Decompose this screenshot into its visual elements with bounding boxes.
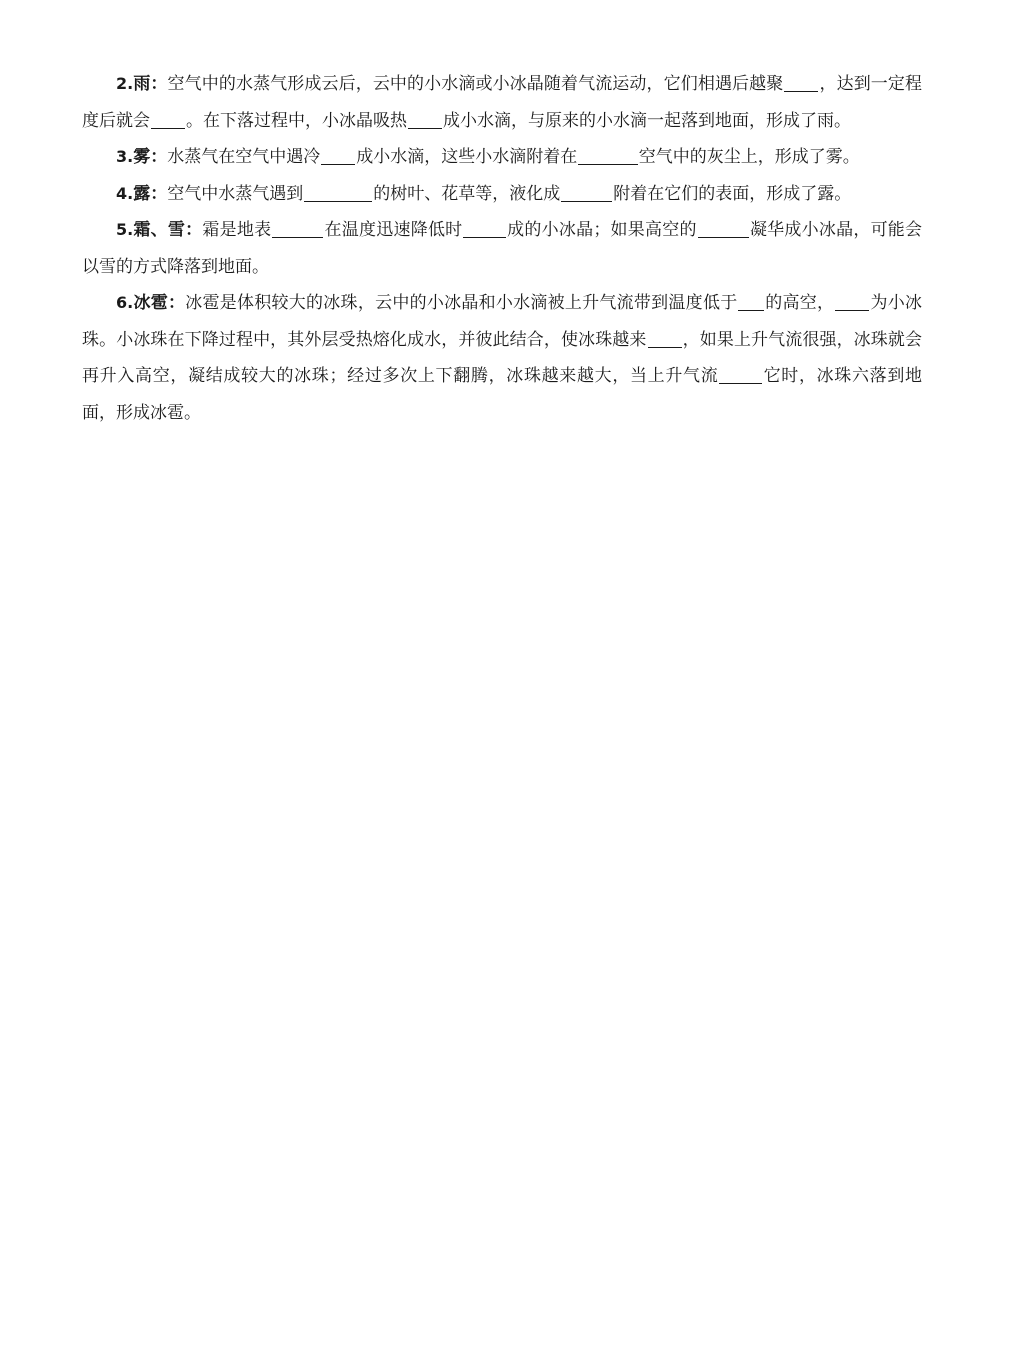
item-term: 雾： [133, 147, 168, 167]
text-segment: 凝华成小冰晶，可能会以雪的方式降落到地面。 [82, 220, 923, 277]
answer-blank [463, 219, 506, 238]
answer-blank [578, 146, 638, 165]
item-dew [82, 176, 922, 213]
answer-blank [648, 329, 682, 348]
answer-blank [719, 365, 762, 384]
answer-blank [408, 110, 442, 129]
answer-blank [784, 73, 818, 92]
item-number: 2. [116, 74, 134, 93]
item-body [167, 147, 860, 167]
item-body [82, 293, 922, 423]
answer-blank [272, 219, 323, 238]
text-segment: 冰雹是体积较大的冰珠，云中的小冰晶和小水滴被上升气流带到温度低于 [185, 293, 738, 313]
text-segment: ，达到一定程度后就会 [82, 74, 923, 131]
answer-blank [738, 292, 764, 311]
item-term: 雨： [133, 74, 168, 94]
text-segment: 的树叶、花草等，液化成 [373, 183, 561, 204]
answer-blank [321, 146, 355, 165]
text-segment: 空气中水蒸气遇到 [167, 183, 304, 204]
text-segment: 空气中的灰尘上，形成了雾。 [638, 147, 860, 167]
text-segment: 在温度迅速降低时 [324, 220, 463, 240]
answer-blank [835, 292, 869, 311]
item-hail [82, 285, 922, 431]
item-number: 6. [116, 293, 134, 312]
item-body [82, 74, 922, 131]
text-segment: 附着在它们的表面，形成了露。 [613, 183, 852, 204]
item-rain [82, 66, 922, 139]
text-segment: 成的小冰晶；如果高空的 [506, 220, 697, 240]
item-body [167, 184, 851, 204]
item-term: 冰雹： [133, 293, 186, 313]
answer-blank [698, 219, 749, 238]
text-segment: 成小水滴，这些小水滴附着在 [356, 147, 578, 167]
item-number: 3. [116, 147, 134, 166]
text-segment: 的高空， [764, 293, 835, 313]
worksheet-page [82, 66, 922, 431]
item-term: 露： [133, 183, 168, 204]
text-segment: 。在下落过程中，小冰晶吸热 [186, 110, 407, 131]
answer-blank [304, 183, 372, 202]
item-frost-snow [82, 212, 922, 285]
text-segment: 霜是地表 [202, 220, 272, 240]
answer-blank [151, 110, 185, 129]
answer-blank [561, 183, 612, 202]
text-segment: 水蒸气在空气中遇冷 [167, 147, 321, 167]
text-segment: 空气中的水蒸气形成云后，云中的小水滴或小冰晶随着气流运动，它们相遇后越聚 [167, 74, 784, 94]
item-fog [82, 139, 922, 176]
text-segment: 成小水滴，与原来的小水滴一起落到地面，形成了雨。 [443, 110, 851, 131]
text-segment: ，如果上升气流很强，冰珠就会再升入高空，凝结成较大的冰珠；经过多次上下翻腾，冰珠越来越大，当上升气流 [82, 329, 923, 386]
text-segment: 为小冰珠。小冰珠在下降过程中，其外层受热熔化成水，并彼此结合，使冰珠越来 [82, 293, 923, 350]
item-number: 4. [116, 183, 134, 203]
item-body [82, 220, 922, 277]
text-segment: 它时，冰珠六落到地面，形成冰雹。 [82, 366, 923, 423]
item-term: 霜、雪： [133, 220, 203, 240]
item-number: 5. [116, 220, 134, 239]
